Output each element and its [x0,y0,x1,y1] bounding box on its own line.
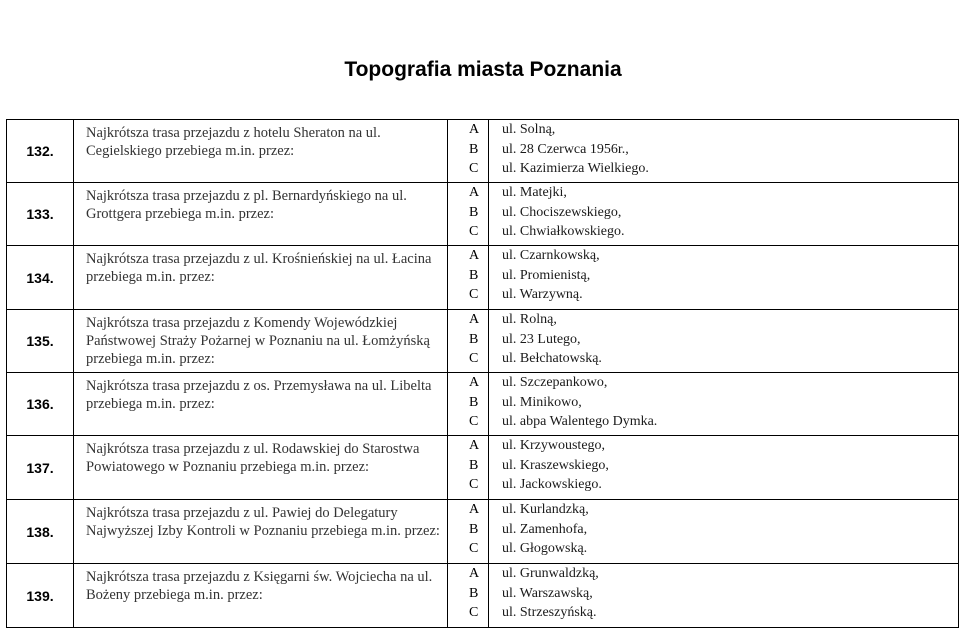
question-number: 139. [7,564,74,628]
answer-option-text: ul. Strzeszyńską. [502,605,597,620]
question-number: 138. [7,500,74,564]
question-text: Najkrótsza trasa przejazdu z ul. Rodawskiej do Starostwa Powiatowego w Poznaniu przebiega m.in. przez: [74,436,448,500]
answer-option-text: ul. Matejki, [502,185,567,200]
answer-letter: C [469,414,479,429]
answer-options [489,246,959,310]
answer-option-text: ul. Chociszewskiego, [502,204,622,220]
answer-letter: B [469,394,479,410]
question-row [7,246,959,310]
answer-option-text: ul. Jackowskiego. [502,477,602,492]
answer-letter: B [469,267,479,283]
question-text: Najkrótsza trasa przejazdu z pl. Bernardyńskiego na ul. Grottgera przebiega m.in. przez: [74,183,448,246]
answer-letter: A [469,438,480,453]
answer-option-text: ul. Głogowską. [502,541,588,556]
answer-letter: A [469,185,480,200]
answer-letter: C [469,224,479,239]
question-number: 134. [7,246,74,310]
answer-letter: C [469,605,479,620]
answer-letters [448,500,489,564]
answer-letter: B [469,141,479,157]
answer-options [489,436,959,500]
answer-letter: C [469,161,479,176]
answer-letter: B [469,331,479,347]
question-number: 133. [7,183,74,246]
answer-options [489,500,959,564]
answer-options [489,120,959,183]
questions-table-body [7,120,959,628]
page-title: Topografia miasta Poznania [344,58,622,81]
answer-letter: C [469,477,479,492]
answer-option-text: ul. Grunwaldzką, [502,566,599,581]
question-text: Najkrótsza trasa przejazdu z ul. Krośnieńskiej na ul. Łacina przebiega m.in. przez: [74,246,448,310]
questions-table [6,119,959,628]
answer-option-text: ul. Kurlandzką, [502,502,589,517]
answer-options [489,183,959,246]
question-number: 135. [7,310,74,373]
question-row [7,564,959,628]
answer-letter: C [469,351,479,366]
question-number: 132. [7,120,74,183]
answer-option-text: ul. Warzywną. [502,287,583,302]
question-row [7,310,959,373]
answer-letter: A [469,248,480,263]
question-number: 136. [7,373,74,436]
answer-letter: A [469,566,480,581]
question-row [7,373,959,436]
question-number: 137. [7,436,74,500]
answer-option-text: ul. Szczepankowo, [502,375,608,390]
question-row [7,183,959,246]
question-text: Najkrótsza trasa przejazdu z ul. Pawiej do Delegatury Najwyższej Izby Kontroli w Poznaniu przebiega m.in. przez: [74,500,448,564]
answer-letter: B [469,204,479,220]
answer-option-text: ul. Kazimierza Wielkiego. [502,161,649,176]
answer-letters [448,564,489,628]
answer-letters [448,373,489,436]
answer-letters [448,436,489,500]
answer-option-text: ul. 23 Lutego, [502,331,581,347]
answer-option-text: ul. Chwiałkowskiego. [502,224,625,239]
answer-option-text: ul. Bełchatowską. [502,351,602,366]
answer-letters [448,310,489,373]
answer-letter: A [469,312,480,327]
answer-option-text: ul. Czarnkowską, [502,248,600,263]
answer-options [489,373,959,436]
answer-options [489,310,959,373]
answer-letter: B [469,585,479,601]
question-row [7,120,959,183]
answer-options [489,564,959,628]
answer-letters [448,120,489,183]
answer-option-text: ul. 28 Czerwca 1956r., [502,141,629,157]
answer-letter: C [469,541,479,556]
answer-letters [448,246,489,310]
answer-option-text: ul. Rolną, [502,312,557,327]
question-row [7,436,959,500]
question-text: Najkrótsza trasa przejazdu z os. Przemysława na ul. Libelta przebiega m.in. przez: [74,373,448,436]
answer-letter: A [469,122,480,137]
question-row [7,500,959,564]
answer-letter: B [469,521,479,537]
answer-letter: B [469,457,479,473]
answer-option-text: ul. Zamenhofa, [502,521,588,537]
answer-option-text: ul. Minikowo, [502,394,582,410]
question-text: Najkrótsza trasa przejazdu z hotelu Sheraton na ul. Cegielskiego przebiega m.in. przez: [74,120,448,183]
answer-letter: A [469,502,480,517]
answer-option-text: ul. Solną, [502,122,556,137]
answer-option-text: ul. Promienistą, [502,267,591,283]
answer-letter: C [469,287,479,302]
answer-option-text: ul. abpa Walentego Dymka. [502,414,658,429]
answer-letter: A [469,375,480,390]
answer-letters [448,183,489,246]
question-text: Najkrótsza trasa przejazdu z Księgarni św. Wojciecha na ul. Bożeny przebiega m.in. przez: [74,564,448,628]
question-text: Najkrótsza trasa przejazdu z Komendy Wojewódzkiej Państwowej Straży Pożarnej w Poznaniu na ul. Łomżyńską przebiega m.in. przez: [74,310,448,373]
answer-option-text: ul. Kraszewskiego, [502,457,609,473]
answer-option-text: ul. Krzywoustego, [502,438,606,453]
answer-option-text: ul. Warszawską, [502,585,593,601]
